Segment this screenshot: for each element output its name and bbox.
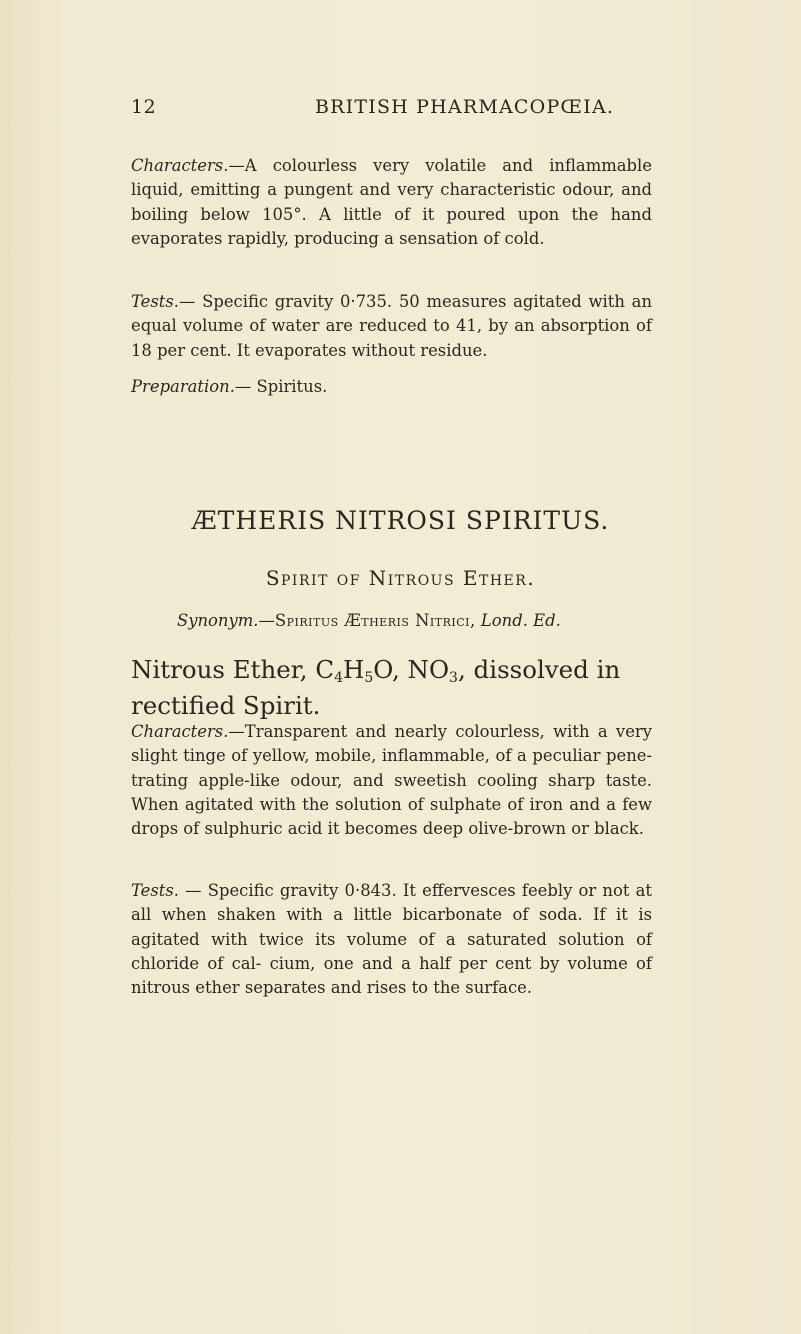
definition: [131, 652, 676, 724]
definition-subscript-3: 3: [449, 670, 458, 686]
tests-paragraph: [131, 290, 652, 363]
monograph-subtitle: Spirit of Nitrous Ether.: [265, 566, 536, 590]
definition-subscript-1: 4: [334, 670, 343, 686]
definition-subscript-2: 5: [364, 670, 374, 686]
synonym-text: Spiritus Ætheris Nitrici,: [274, 611, 476, 630]
tests-heading: Tests.: [131, 292, 179, 311]
characters-text: —A colourless very volatile and inflammable liquid, emitting a pungent and very characteristic odour, and boiling below 105°. A little of it poured upon the hand evaporates rapidly, producing a sensation of cold.: [131, 156, 652, 248]
monograph-title: ÆTHERIS NITROSI SPIRITUS.: [191, 506, 610, 535]
preparation-heading: Preparation.: [131, 377, 235, 396]
synonym-reference: Lond. Ed.: [480, 611, 561, 630]
tests-heading: Tests.: [131, 881, 179, 900]
synonym-line: [177, 611, 561, 630]
characters-text: —Transparent and nearly colourless, with a very slight tinge of yellow, mobile, inflammable, of a peculiar pene- trating apple-like odour, and sweetish cooling sharp taste. When agitated with the solution of sulphate of iron and a few drops of sulphuric acid it becomes deep olive-brown or black.: [131, 722, 652, 839]
definition-part-3: O, NO: [373, 655, 450, 684]
synonym-dash: —: [258, 611, 275, 630]
tests-paragraph: [131, 879, 652, 1000]
characters-heading: Characters.: [131, 722, 229, 741]
definition-part-1: Nitrous Ether, C: [131, 655, 335, 684]
page-header: [0, 96, 801, 126]
characters-heading: Characters.: [131, 156, 229, 175]
characters-paragraph: [131, 154, 652, 251]
synonym-heading: Synonym.: [177, 611, 259, 630]
definition-part-2: H: [343, 655, 365, 684]
tests-text: — Specific gravity 0·735. 50 measures agitated with an equal volume of water are reduced to 41, by an absorption of 18 per cent. It evaporates without residue.: [131, 292, 652, 360]
preparation-paragraph: [131, 375, 652, 399]
definition-part-4: , dissolved in rectified Spirit.: [131, 655, 621, 720]
characters-paragraph: [131, 720, 652, 841]
tests-text: — Specific gravity 0·843. It effervesces feebly or not at all when shaken with a little bicarbonate of soda. If it is agitated with twice its volume of a saturated solution of chloride of cal- cium, one and a half per cent by volume of nitrous ether separates and rises to the surface.: [131, 881, 652, 998]
page-number: 12: [131, 96, 157, 118]
running-head: BRITISH PHARMACOPŒIA.: [315, 96, 615, 118]
preparation-text: — Spiritus.: [234, 377, 328, 396]
